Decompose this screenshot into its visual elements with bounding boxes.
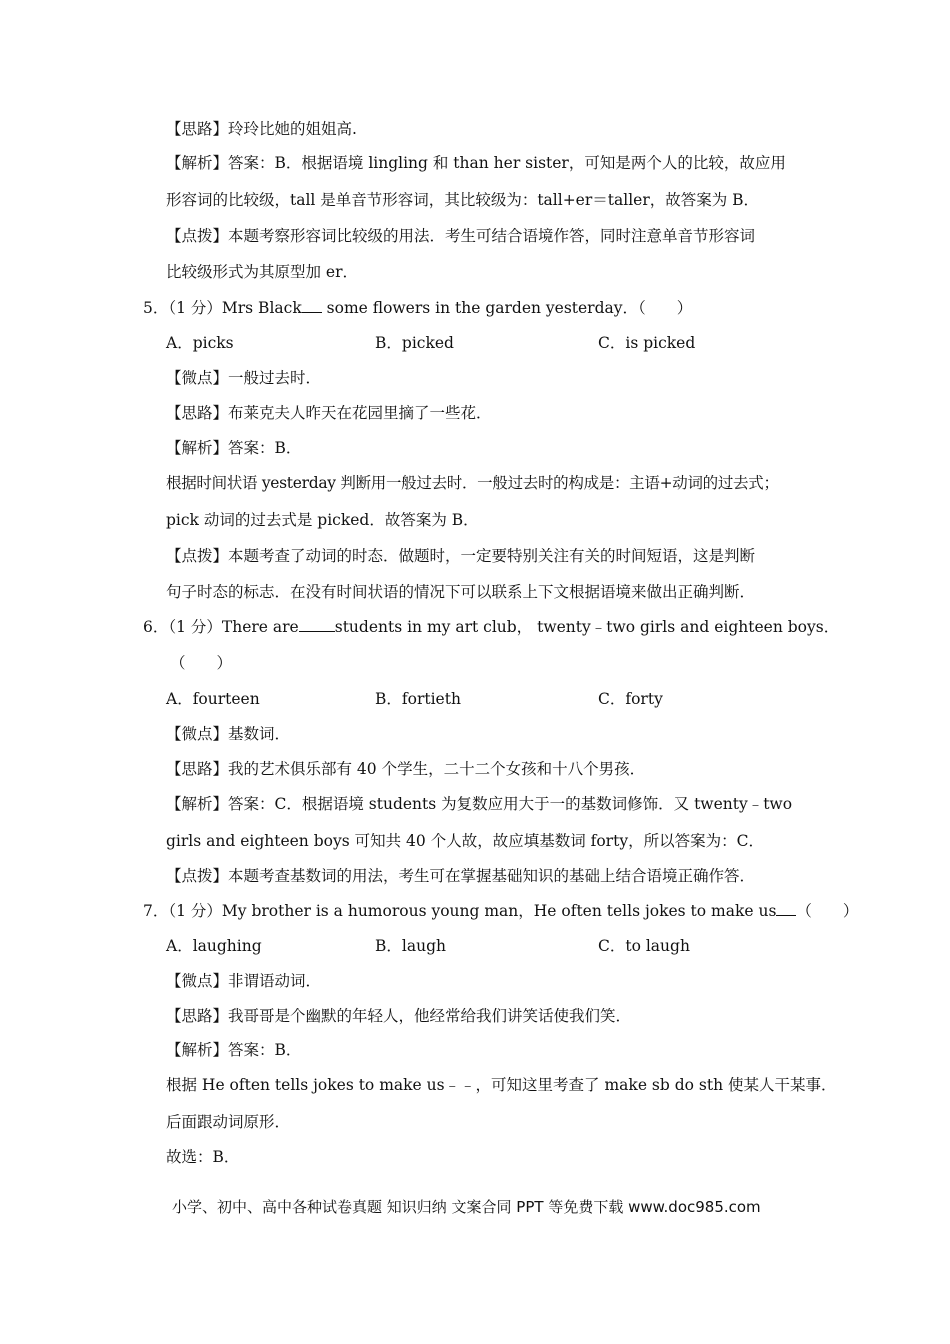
- q7-thinking: 【思路】我哥哥是个幽默的年轻人，他经常给我们讲笑话使我们笑．: [166, 1007, 632, 1025]
- q7-option-c: C．to laugh: [598, 937, 690, 955]
- q4-tip-1: 【点拨】本题考察形容词比较级的用法．考生可结合语境作答，同时注意单音节形容词: [166, 227, 756, 245]
- question-7: 7．（1 分）My brother is a humorous young man，He often tells jokes to make us （ ）: [143, 902, 859, 920]
- q5-option-b: B．picked: [375, 334, 454, 352]
- answer-blank: [776, 901, 796, 916]
- q5-thinking: 【思路】布莱克夫人昨天在花园里摘了一些花．: [166, 404, 492, 422]
- q6-option-a: A．fourteen: [166, 690, 260, 708]
- q6-analysis-1: 【解析】答案：C．根据语境 students 为复数应用大于一的基数词修饰．又 twenty﹣two: [166, 795, 793, 813]
- q7-analysis-3: 后面跟动词原形．: [166, 1113, 291, 1131]
- q5-analysis-2: 根据时间状语 yesterday 判断用一般过去时．一般过去时的构成是：主语+动词的过去式；: [166, 474, 779, 492]
- q5-tip-2: 句子时态的标志．在没有时间状语的情况下可以联系上下文根据语境来做出正确判断．: [166, 583, 756, 601]
- q5-point: 【微点】一般过去时．: [166, 369, 322, 387]
- q5-option-c: C．is picked: [598, 334, 696, 352]
- q6-thinking: 【思路】我的艺术俱乐部有 40 个学生，二十二个女孩和十八个男孩．: [166, 760, 646, 778]
- q7-option-a: A．laughing: [166, 937, 262, 955]
- q4-analysis-2: 形容词的比较级，tall 是单音节形容词，其比较级为：tall+er＝taller，故答案为 B．: [166, 191, 760, 209]
- q5-analysis: 【解析】答案：B．: [166, 439, 302, 457]
- q7-answer: 故选：B．: [166, 1148, 240, 1166]
- q5-analysis-3: pick 动词的过去式是 picked．故答案为 B．: [166, 511, 479, 529]
- q5-option-a: A．picks: [166, 334, 234, 352]
- q5-tip-1: 【点拨】本题考查了动词的时态．做题时，一定要特别关注有关的时间短语，这是判断: [166, 547, 756, 565]
- q6-option-b: B．fortieth: [375, 690, 461, 708]
- footer-text: 小学、初中、高中各种试卷真题 知识归纳 文案合同 PPT 等免费下载 www.doc985.com: [172, 1198, 761, 1216]
- q4-thinking: 【思路】玲玲比她的姐姐高.: [166, 120, 357, 138]
- q6-option-c: C．forty: [598, 690, 663, 708]
- q6-tip: 【点拨】本题考查基数词的用法，考生可在掌握基础知识的基础上结合语境正确作答．: [166, 867, 756, 885]
- q4-analysis-1: 【解析】答案：B．根据语境 lingling 和 than her sister，可知是两个人的比较，故应用: [166, 154, 786, 172]
- q6-paren: （ ）: [170, 654, 233, 672]
- question-5: 5．（1 分）Mrs Black some flowers in the garden yesterday．（ ）: [143, 299, 693, 317]
- q6-analysis-2: girls and eighteen boys 可知共 40 个人故，故应填基数词 forty，所以答案为：C．: [166, 832, 764, 850]
- q4-tip-2: 比较级形式为其原型加 er．: [166, 263, 359, 281]
- q7-analysis: 【解析】答案：B．: [166, 1041, 302, 1059]
- answer-blank: [299, 617, 335, 632]
- q6-point: 【微点】基数词．: [166, 725, 291, 743]
- question-6: 6．（1 分）There are students in my art club， twenty﹣two girls and eighteen boys．: [143, 618, 840, 636]
- q7-point: 【微点】非谓语动词．: [166, 972, 322, 990]
- answer-blank: [302, 298, 322, 313]
- q7-analysis-2: 根据 He often tells jokes to make us﹣﹣，可知这里考查了 make sb do sth 使某人干某事．: [166, 1076, 837, 1094]
- q7-option-b: B．laugh: [375, 937, 446, 955]
